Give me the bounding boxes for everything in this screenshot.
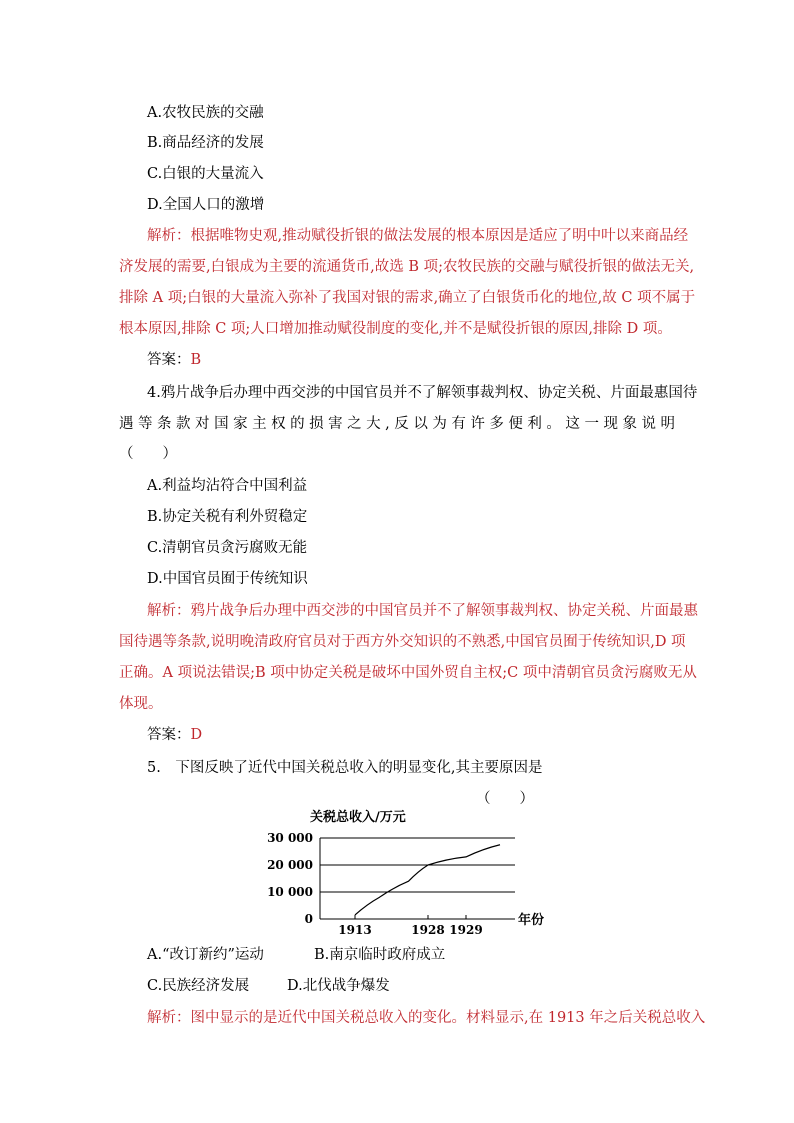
q4-option-c: C.清朝官员贪污腐败无能 xyxy=(147,540,308,556)
q3-option-b: B.商品经济的发展 xyxy=(147,135,264,151)
q3-answer xyxy=(147,350,201,370)
q3-option-c: C.白银的大量流入 xyxy=(147,166,264,182)
q3-option-d: D.全国人口的激增 xyxy=(147,197,265,213)
q5-option-d: D.北伐战争爆发 xyxy=(287,978,390,994)
q5-option-c: C.民族经济发展 xyxy=(147,978,250,994)
q4-answer xyxy=(147,725,202,745)
q4-analysis-line-4: 体现。 xyxy=(119,696,163,712)
chart-x-tick-labels xyxy=(338,915,482,937)
q4-answer-bracket: （ ） xyxy=(119,446,177,462)
q5-option-b: B.南京临时政府成立 xyxy=(314,947,446,963)
chart-y-tick-label: 30 000 xyxy=(267,831,313,845)
answer-value: D xyxy=(190,727,203,743)
q5-stem: 5. 下图反映了近代中国关税总收入的明显变化,其主要原因是 xyxy=(147,760,543,776)
chart-y-tick-label: 0 xyxy=(304,912,313,926)
q4-option-a: A.利益均沾符合中国利益 xyxy=(147,478,308,494)
chart-xlabel: 年份 xyxy=(518,913,545,928)
chart-series-line xyxy=(355,845,500,915)
q4-stem-line-1: 4.鸦片战争后办理中西交涉的中国官员并不了解领事裁判权、协定关税、片面最惠国待 xyxy=(147,385,698,401)
q4-analysis-line-3: 正确。A 项说法错误;B 项中协定关税是破坏中国外贸自主权;C 项中清朝官员贪污腐败无从 xyxy=(119,665,697,681)
q3-analysis-line-3: 排除 A 项;白银的大量流入弥补了我国对银的需求,确立了白银货币化的地位,故 C 项不属于 xyxy=(119,290,696,306)
chart-x-tick-label: 1928 xyxy=(411,923,445,937)
chart-gridlines xyxy=(320,838,515,919)
q4-option-d: D.中国官员囿于传统知识 xyxy=(147,571,308,587)
chart-x-tick-label: 1913 xyxy=(338,923,372,937)
q4-analysis-line-1: 解析：鸦片战争后办理中西交涉的中国官员并不了解领事裁判权、协定关税、片面最惠 xyxy=(147,603,698,619)
chart-y-tick-label: 20 000 xyxy=(267,858,313,872)
q3-analysis-line-4: 根本原因,排除 C 项;人口增加推动赋役制度的变化,并不是赋役折银的原因,排除 D 项。 xyxy=(119,321,672,337)
q5-answer-bracket: （ ） xyxy=(476,791,534,807)
q4-stem-line-2: 遇等条款对国家主权的损害之大,反以为有许多便利。这一现象说明 xyxy=(119,416,675,432)
chart-y-tick-label: 10 000 xyxy=(267,885,313,899)
chart-y-tick-labels xyxy=(267,831,313,926)
q5-analysis-line-1: 解析：图中显示的是近代中国关税总收入的变化。材料显示,在 1913 年之后关税总收入 xyxy=(147,1010,706,1026)
tariff-income-chart xyxy=(260,805,550,945)
chart-x-tick-label: 1929 xyxy=(449,923,483,937)
chart-ylabel: 关税总收入/万元 xyxy=(310,810,406,825)
answer-label: 答案： xyxy=(147,352,191,368)
q3-option-a: A.农牧民族的交融 xyxy=(147,105,264,121)
q4-analysis-line-2: 国待遇等条款,说明晚清政府官员对于西方外交知识的不熟悉,中国官员囿于传统知识,D 项 xyxy=(119,634,686,650)
answer-label: 答案： xyxy=(147,727,191,743)
q5-option-a: A.“改订新约”运动 xyxy=(147,947,264,963)
q3-analysis-line-1: 解析：根据唯物史观,推动赋役折银的做法发展的根本原因是适应了明中叶以来商品经 xyxy=(147,228,689,244)
q4-option-b: B.协定关税有利外贸稳定 xyxy=(147,509,308,525)
q3-analysis-line-2: 济发展的需要,白银成为主要的流通货币,故选 B 项;农牧民族的交融与赋役折银的做法无关, xyxy=(119,259,695,275)
answer-value: B xyxy=(190,352,202,368)
